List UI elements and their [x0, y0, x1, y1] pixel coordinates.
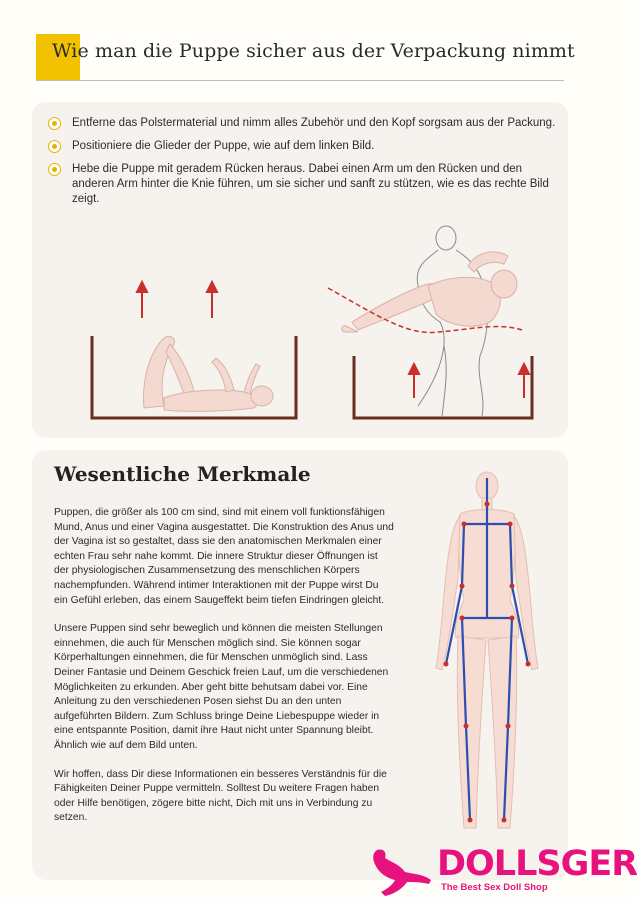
unboxing-steps: [46, 116, 556, 215]
anatomy-figure: [422, 468, 552, 848]
step-item: [46, 162, 556, 207]
step-text: Hebe die Puppe mit geradem Rücken heraus. Dabei einen Arm um den Rücken und den anderen Arm hinter die Knie führen, um sie sicher und sanft zu stützen, wie es das rechte Bild zeigt.: [72, 163, 549, 205]
features-paragraph: Puppen, die größer als 100 cm sind, sind mit einem voll funktionsfähigen Mund, Anus und einer Vagina ausgestattet. Die Konstruktion des Anus und der Vagina ist so gestaltet, dass sie den anatomischen Merkmalen einer echten Frau sehr nahe kommt. Die innere Struktur dieser Öffnungen ist der physiologischen Zusammensetzung des menschlichen Körpers nachempfunden. Während intimer Interaktionen mit der Puppe wirst Du ein Gefühl erleben, das einem Saugeffekt beim tiefen Eindringen gleicht.: [54, 507, 394, 606]
step-text: Positioniere die Glieder der Puppe, wie auf dem linken Bild.: [72, 140, 375, 152]
step-text: Entferne das Polstermaterial und nimm alles Zubehör und den Kopf sorgsam aus der Packung.: [72, 117, 556, 129]
title-underline: [36, 80, 564, 81]
bullet-icon: [48, 140, 61, 153]
bullet-icon: [48, 163, 61, 176]
logo-wordmark: DOLLSGER: [437, 844, 637, 884]
step-item: [46, 139, 556, 154]
step-item: [46, 116, 556, 131]
illustration-lifting-doll: [318, 226, 538, 426]
bullet-icon: [48, 117, 61, 130]
silhouette-logo-icon: [365, 844, 435, 900]
features-paragraph: Unsere Puppen sind sehr beweglich und können die meisten Stellungen einnehmen, die auch für Menschen möglich sind. Sie können sogar Körperhaltungen einnehmen, die für Menschen unmöglich sind. Lass Deiner Fantasie und Deinem Geschick freien Lauf, um die verschiedenen Möglichkeiten zu erkunden. Aber geht bitte behutsam dabei vor. Eine Anleitung zu den verschiedenen Posen siehst Du an den unten aufgeführten Bildern. Zum Schluss bringe Deine Liebespuppe wieder in eine entspannte Position, damit ihre Haut nicht unter Spannung bleibt. Ähnlich wie auf dem Bild unten.: [54, 623, 389, 751]
dollsger-logo[interactable]: [365, 844, 637, 900]
logo-tagline: The Best Sex Doll Shop: [441, 882, 548, 893]
features-title: Wesentliche Merkmale: [54, 462, 311, 486]
body-skeleton-drawing: [422, 468, 552, 848]
features-paragraph: Wir hoffen, dass Dir diese Informationen ein besseres Verständnis für die Fähigkeiten Deiner Puppe vermitteln. Solltest Du weitere Fragen haben oder Hilfe benötigen, zögere bitte nicht, Dich mit uns in Verbindung zu setzen.: [54, 768, 387, 824]
page-title: Wie man die Puppe sicher aus der Verpackung nimmt: [52, 40, 575, 62]
unboxing-card: [32, 102, 568, 438]
illustration-doll-in-box: [84, 278, 304, 428]
features-body: [54, 506, 394, 840]
features-card: [32, 450, 568, 880]
doll-in-box-drawing: [84, 278, 304, 428]
lifting-doll-drawing: [318, 226, 538, 426]
